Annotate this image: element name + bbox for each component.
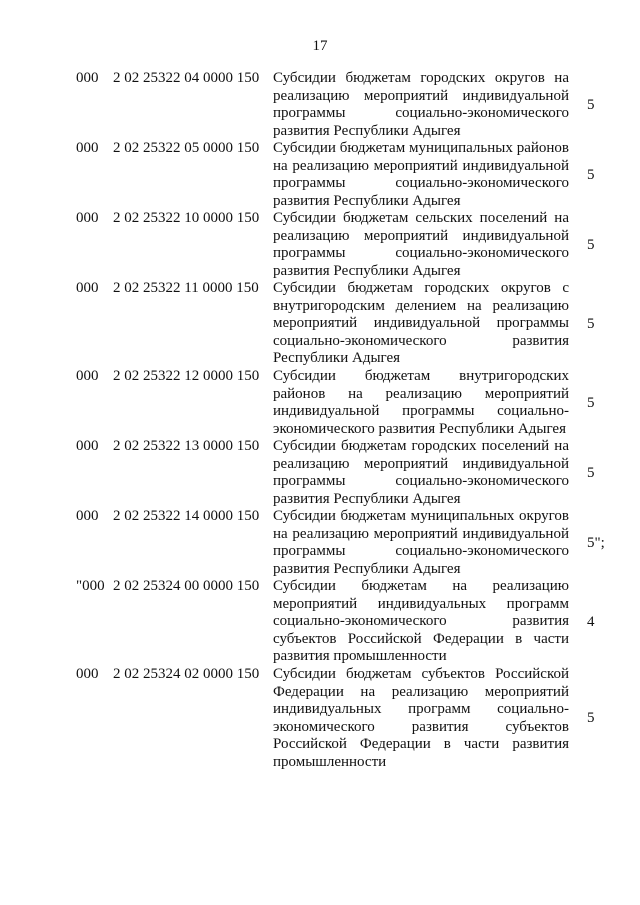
- row-amount: 5: [587, 315, 595, 332]
- row-description: Субсидии бюджетам городских поселений на реализацию мероприятий индивидуальной программы социально-экономического развития Республики Адыгея: [273, 438, 569, 507]
- table-row: [0, 578, 640, 666]
- admin-code: 000: [76, 666, 99, 682]
- row-description: Субсидии бюджетам внутригородских районов на реализацию мероприятий индивидуальной программы социально-экономического развития Республики Адыгея: [273, 368, 569, 437]
- row-description: Субсидии бюджетам субъектов Российской Федерации на реализацию мероприятий индивидуальных программ социально-экономического развития субъектов Российской Федерации в части развития промышленности: [273, 666, 569, 770]
- budget-classification-code: 2 02 25322 14 0000 150: [113, 508, 260, 524]
- row-description: Субсидии бюджетам сельских поселений на реализацию мероприятий индивидуальной программы социально-экономического развития Республики Адыгея: [273, 210, 569, 279]
- row-description: Субсидии бюджетам муниципальных округов на реализацию мероприятий индивидуальной программы социально-экономического развития Республики Адыгея: [273, 508, 569, 577]
- page-number: 17: [312, 38, 328, 54]
- budget-classification-code: 2 02 25324 02 0000 150: [113, 666, 260, 682]
- row-description: Субсидии бюджетам городских округов на реализацию мероприятий индивидуальной программы социально-экономического развития Республики Адыгея: [273, 70, 569, 139]
- admin-code: 000: [76, 368, 99, 384]
- table-row: [0, 666, 640, 771]
- table-row: [0, 508, 640, 578]
- budget-classification-code: 2 02 25322 10 0000 150: [113, 210, 260, 226]
- row-amount: 5: [587, 166, 595, 183]
- budget-classification-code: 2 02 25322 11 0000 150: [113, 280, 259, 296]
- row-amount: 4: [587, 613, 595, 630]
- row-description: Субсидии бюджетам на реализацию мероприятий индивидуальных программ социально-экономического развития субъектов Российской Федерации в части развития промышленности: [273, 578, 569, 664]
- row-amount: 5";: [587, 534, 605, 551]
- table-row: [0, 210, 640, 280]
- budget-classification-code: 2 02 25322 04 0000 150: [113, 70, 260, 86]
- row-description: Субсидии бюджетам муниципальных районов на реализацию мероприятий индивидуальной программы социально-экономического развития Республики Адыгея: [273, 140, 569, 209]
- budget-classification-code: 2 02 25322 12 0000 150: [113, 368, 260, 384]
- budget-codes-table: [0, 70, 640, 771]
- admin-code: 000: [76, 210, 99, 226]
- admin-code: "000: [76, 578, 105, 594]
- table-row: [0, 368, 640, 438]
- admin-code: 000: [76, 280, 99, 296]
- table-row: [0, 438, 640, 508]
- admin-code: 000: [76, 508, 99, 524]
- table-row: [0, 280, 640, 368]
- table-row: [0, 70, 640, 140]
- row-description: Субсидии бюджетам городских округов с внутригородским делением на реализацию мероприятий индивидуальной программы социально-экономического развития Республики Адыгея: [273, 280, 569, 366]
- row-amount: 5: [587, 710, 595, 726]
- row-amount: 5: [587, 394, 595, 411]
- budget-classification-code: 2 02 25322 05 0000 150: [113, 140, 260, 156]
- budget-classification-code: 2 02 25324 00 0000 150: [113, 578, 260, 594]
- row-amount: 5: [587, 236, 595, 253]
- table-row: [0, 140, 640, 210]
- admin-code: 000: [76, 438, 99, 454]
- row-amount: 5: [587, 96, 595, 113]
- admin-code: 000: [76, 70, 99, 86]
- budget-classification-code: 2 02 25322 13 0000 150: [113, 438, 260, 454]
- admin-code: 000: [76, 140, 99, 156]
- row-amount: 5: [587, 464, 595, 481]
